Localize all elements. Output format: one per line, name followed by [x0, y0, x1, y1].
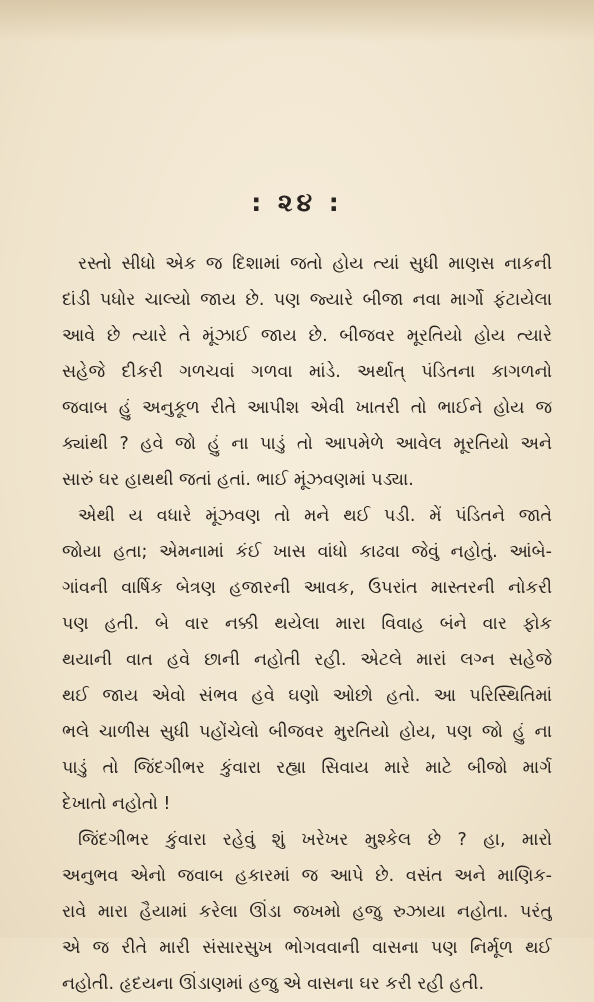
- body-text: [62, 246, 552, 1002]
- paragraph: [62, 822, 552, 1002]
- text-line: થઈ જાય એવો સંભવ હવે ઘણો ઓછો હતો. આ પરિસ્થિતિમાં: [62, 686, 552, 706]
- text-line: પણ હતી. બે વાર નક્કી થયેલા મારા વિવાહ બંને વાર ફોક: [62, 614, 552, 634]
- text-line: સહેજે દીકરી ગળચવાં ગળવા માંડે. અર્થાત્ પંડિતના કાગળનો: [62, 362, 552, 382]
- text-line: દાંડી પધોર ચાલ્યો જાય છે. પણ જ્યારે બીજા નવા માર્ગો ફંટાયેલા: [62, 290, 552, 310]
- text-line: જવાબ હું અનુકૂળ રીતે આપીશ એવી ખાતરી તો ભાઈને હોય જ: [62, 398, 552, 418]
- text-line: જોયા હતા; એમનામાં કંઈ ખાસ વાંધો કાઢવા જેવું નહોતું. આંબે-: [62, 542, 552, 562]
- text-line: ગાંવની વાર્ષિક બેત્રણ હજારની આવક, ઉપરાંત માસ્તરની નોકરી: [62, 578, 552, 598]
- page-top-shadow: [0, 0, 594, 42]
- text-line: ભલે ચાળીસ સુધી પહોંચેલો બીજવર મુરતિયો હોય, પણ જો હું ના: [62, 722, 552, 742]
- text-line: થયાની વાત હવે છાની નહોતી રહી. એટલે મારાં લગ્ન સહેજે: [62, 650, 552, 670]
- text-line: પાડું તો જિંદગીભર કુંવારા રહ્યા સિવાય મારે માટે બીજો માર્ગ: [62, 758, 552, 778]
- paragraph: [62, 246, 552, 498]
- text-line: અનુભવ એનો જવાબ હકારમાં જ આપે છે. વસંત અને માણિક-: [62, 866, 552, 886]
- text-line: દેખાતો નહોતો !: [62, 794, 171, 814]
- text-line: આવે છે ત્યારે તે મૂંઝાઈ જાય છે. બીજવર મૂરતિયો હોય ત્યારે: [62, 326, 552, 346]
- paragraph: [62, 498, 552, 822]
- text-line: નહોતી. હૃદયના ઊંડાણમાં હજુ એ વાસના ઘર કરી રહી હતી.: [62, 974, 485, 994]
- text-line: એ જ રીતે મારી સંસારસુખ ભોગવવાની વાસના પણ નિર્મૂળ થઈ: [62, 938, 552, 958]
- text-line: જિંદગીભર કુંવારા રહેવું શું ખરેખર મુશ્કેલ છે ? હા, મારો: [78, 830, 552, 850]
- text-line: રાવે મારા હૈયામાં કરેલા ઊંડા જખમો હજુ રુઝાયા નહોતા. પરંતુ: [62, 902, 552, 922]
- text-line: ક્યાંથી ? હવે જો હું ના પાડું તો આપમેળે આવેલ મૂરતિયો અને: [62, 434, 552, 454]
- chapter-heading: : ૨૪ :: [251, 188, 343, 217]
- text-line: સારું ઘર હાથથી જતાં હતાં. ભાઈ મૂંઝવણમાં પડ્યા.: [62, 470, 414, 490]
- text-line: એથી ય વધારે મૂંઝવણ તો મને થઈ પડી. મેં પંડિતને જાતે: [78, 506, 552, 526]
- text-line: રસ્તો સીધો એક જ દિશામાં જતો હોય ત્યાં સુધી માણસ નાકની: [78, 254, 552, 274]
